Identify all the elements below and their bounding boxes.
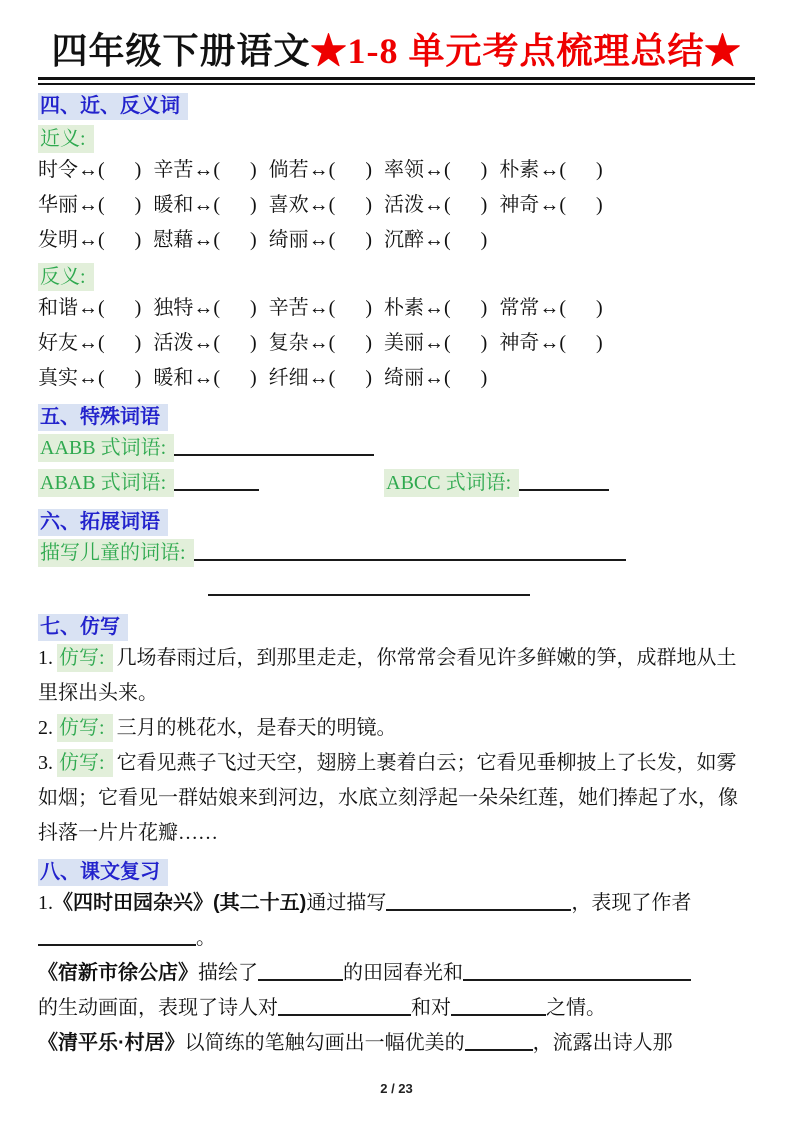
- review-text: 的生动画面，表现了诗人对: [38, 997, 278, 1020]
- pair-parens: ↔( ): [539, 297, 603, 320]
- pair-word: 独特: [153, 297, 194, 320]
- pair-word: 绮丽: [268, 229, 309, 252]
- word-pair: [384, 291, 487, 326]
- word-pair: [38, 361, 141, 396]
- word-pair: [269, 291, 372, 326]
- pair-parens: ↔( ): [423, 367, 488, 390]
- pair-word: 复杂: [268, 332, 309, 355]
- synonyms-label: 近义:: [38, 125, 94, 153]
- section-heading-special-words: 五、特殊词语: [38, 404, 168, 431]
- word-pair: [38, 326, 141, 361]
- pair-parens: ↔( ): [193, 194, 257, 217]
- item-number: 1.: [38, 892, 53, 915]
- aabb-line: [38, 431, 755, 466]
- pair-word: 活泼: [383, 194, 424, 217]
- review-line-4: [38, 991, 755, 1026]
- review-text: 以简练的笔触勾画出一幅优美的: [184, 1032, 465, 1055]
- antonyms-label: 反义:: [38, 263, 94, 291]
- pair-parens: ↔( ): [423, 229, 488, 252]
- review-line-1: [38, 886, 755, 921]
- pair-word: 沉醉: [383, 229, 424, 252]
- synonym-row: [38, 188, 755, 223]
- section-heading-imitation: 七、仿写: [38, 614, 128, 641]
- pair-word: 绮丽: [383, 367, 424, 390]
- fill-in-blank: [519, 469, 609, 491]
- word-pair: [153, 188, 256, 223]
- aabb-label: AABB 式词语:: [38, 434, 174, 462]
- review-text: ，表现了作者: [571, 892, 692, 915]
- pair-word: 常常: [499, 297, 540, 320]
- review-text: 描绘了: [198, 962, 258, 985]
- pair-word: 神奇: [499, 332, 540, 355]
- word-pair: [499, 153, 602, 188]
- fill-in-blank: [194, 539, 626, 561]
- section-heading-synonyms-antonyms: 四、近、反义词: [38, 93, 188, 120]
- pair-parens: ↔( ): [423, 194, 488, 217]
- title-divider: [38, 77, 755, 85]
- pair-parens: ↔( ): [193, 229, 257, 252]
- pair-word: 慰藉: [153, 229, 194, 252]
- word-pair: [38, 291, 141, 326]
- word-pair: [269, 326, 372, 361]
- pair-parens: ↔( ): [78, 297, 142, 320]
- review-text: ，流露出诗人那: [532, 1032, 673, 1055]
- abab-abcc-line: [38, 466, 755, 501]
- word-pair: [269, 223, 372, 258]
- pair-parens: ↔( ): [78, 367, 142, 390]
- word-pair: [269, 188, 372, 223]
- imitation-label: 仿写:: [57, 644, 113, 672]
- pair-parens: ↔( ): [308, 297, 372, 320]
- page-title: [38, 30, 755, 73]
- pair-word: 暖和: [153, 194, 194, 217]
- item-number: 3.: [38, 752, 53, 775]
- pair-parens: ↔( ): [423, 332, 488, 355]
- review-line-2: [38, 921, 755, 956]
- fill-in-blank: [174, 434, 374, 456]
- pair-parens: ↔( ): [308, 332, 372, 355]
- pair-word: 华丽: [38, 194, 78, 217]
- pair-word: 率领: [383, 159, 424, 182]
- imitation-item-2: [38, 711, 755, 746]
- pair-word: 真实: [38, 367, 78, 390]
- pair-word: 朴素: [499, 159, 540, 182]
- pair-word: 和谐: [38, 297, 78, 320]
- pair-word: 活泼: [153, 332, 194, 355]
- pair-word: 纤细: [268, 367, 309, 390]
- pair-word: 发明: [38, 229, 78, 252]
- section-heading-text-review: 八、课文复习: [38, 859, 168, 886]
- pair-word: 喜欢: [268, 194, 309, 217]
- pair-word: 倘若: [268, 159, 309, 182]
- pair-parens: ↔( ): [193, 159, 257, 182]
- section-heading-extended-words: 六、拓展词语: [38, 509, 168, 536]
- word-pair: [153, 361, 256, 396]
- synonym-row: [38, 223, 755, 258]
- imitation-label: 仿写:: [57, 714, 113, 742]
- pair-parens: ↔( ): [78, 229, 142, 252]
- pair-word: 时令: [38, 159, 78, 182]
- fill-in-blank: [258, 959, 343, 981]
- children-words-label: 描写儿童的词语:: [38, 539, 194, 567]
- review-line-5: [38, 1026, 755, 1061]
- pair-word: 辛苦: [153, 159, 194, 182]
- review-text: 通过描写: [306, 892, 387, 915]
- review-line-3: [38, 956, 755, 991]
- page-title-black: 四年级下册语文: [51, 31, 311, 71]
- fill-in-blank: [386, 889, 571, 911]
- antonym-row: [38, 291, 755, 326]
- word-pair: [153, 291, 256, 326]
- pair-word: 暖和: [153, 367, 194, 390]
- pair-parens: ↔( ): [78, 332, 142, 355]
- pair-parens: ↔( ): [423, 297, 488, 320]
- poem-title: 《四时田园杂兴》(其二十五): [53, 892, 307, 915]
- imitation-label: 仿写:: [57, 749, 113, 777]
- pair-parens: ↔( ): [308, 367, 372, 390]
- abcc-label: ABCC 式词语:: [384, 469, 519, 497]
- fill-in-blank: [451, 994, 546, 1016]
- review-text: 之情。: [546, 997, 606, 1020]
- pair-word: 辛苦: [268, 297, 309, 320]
- word-pair: [384, 153, 487, 188]
- antonym-row: [38, 326, 755, 361]
- page-number: 2 / 23: [380, 1081, 413, 1096]
- pair-parens: ↔( ): [539, 332, 603, 355]
- pair-parens: ↔( ): [193, 332, 257, 355]
- word-pair: [384, 188, 487, 223]
- word-pair: [153, 223, 256, 258]
- item-number: 2.: [38, 717, 53, 740]
- review-text: 的田园春光和: [343, 962, 463, 985]
- fill-in-blank: [208, 574, 530, 596]
- poem-title: 《宿新市徐公店》: [38, 962, 198, 985]
- fill-in-blank: [278, 994, 411, 1016]
- fill-in-blank: [174, 469, 259, 491]
- continuation-blank-line: [38, 571, 755, 606]
- review-text: 和对: [411, 997, 451, 1020]
- antonym-row: [38, 361, 755, 396]
- word-pair: [384, 326, 487, 361]
- children-words-line: [38, 536, 755, 571]
- pair-parens: ↔( ): [193, 297, 257, 320]
- pair-parens: ↔( ): [308, 159, 372, 182]
- imitation-text: 几场春雨过后，到那里走走，你常常会看见许多鲜嫩的笋，成群地从土里探出头来。: [38, 647, 737, 705]
- abab-label: ABAB 式词语:: [38, 469, 174, 497]
- word-pair: [499, 188, 602, 223]
- pair-word: 朴素: [383, 297, 424, 320]
- pair-parens: ↔( ): [78, 194, 142, 217]
- imitation-item-3: [38, 746, 755, 851]
- fill-in-blank: [465, 1029, 533, 1051]
- review-text: 。: [196, 927, 216, 950]
- pair-word: 好友: [38, 332, 78, 355]
- pair-parens: ↔( ): [539, 159, 603, 182]
- word-pair: [384, 361, 487, 396]
- pair-word: 美丽: [383, 332, 424, 355]
- pair-parens: ↔( ): [423, 159, 488, 182]
- pair-parens: ↔( ): [78, 159, 142, 182]
- word-pair: [499, 291, 602, 326]
- imitation-text: 三月的桃花水，是春天的明镜。: [116, 717, 397, 740]
- synonym-row: [38, 153, 755, 188]
- pair-parens: ↔( ): [308, 229, 372, 252]
- word-pair: [38, 188, 141, 223]
- pair-word: 神奇: [499, 194, 540, 217]
- pair-parens: ↔( ): [308, 194, 372, 217]
- poem-title: 《清平乐·村居》: [38, 1032, 185, 1055]
- word-pair: [499, 326, 602, 361]
- imitation-text: 它看见燕子飞过天空，翅膀上裹着白云；它看见垂柳披上了长发，如雾如烟；它看见一群姑娘来到河边，水底立刻浮起一朵朵红莲，她们捧起了水，像抖落一片片花瓣……: [38, 752, 738, 845]
- word-pair: [38, 223, 141, 258]
- word-pair: [384, 223, 487, 258]
- word-pair: [153, 153, 256, 188]
- word-pair: [38, 153, 141, 188]
- pair-parens: ↔( ): [193, 367, 257, 390]
- pair-parens: ↔( ): [539, 194, 603, 217]
- word-pair: [153, 326, 256, 361]
- fill-in-blank: [38, 924, 196, 946]
- fill-in-blank: [463, 959, 691, 981]
- word-pair: [269, 361, 372, 396]
- word-pair: [269, 153, 372, 188]
- imitation-item-1: [38, 641, 755, 711]
- item-number: 1.: [38, 647, 53, 670]
- page-title-red: ★1-8 单元考点梳理总结★: [310, 31, 742, 71]
